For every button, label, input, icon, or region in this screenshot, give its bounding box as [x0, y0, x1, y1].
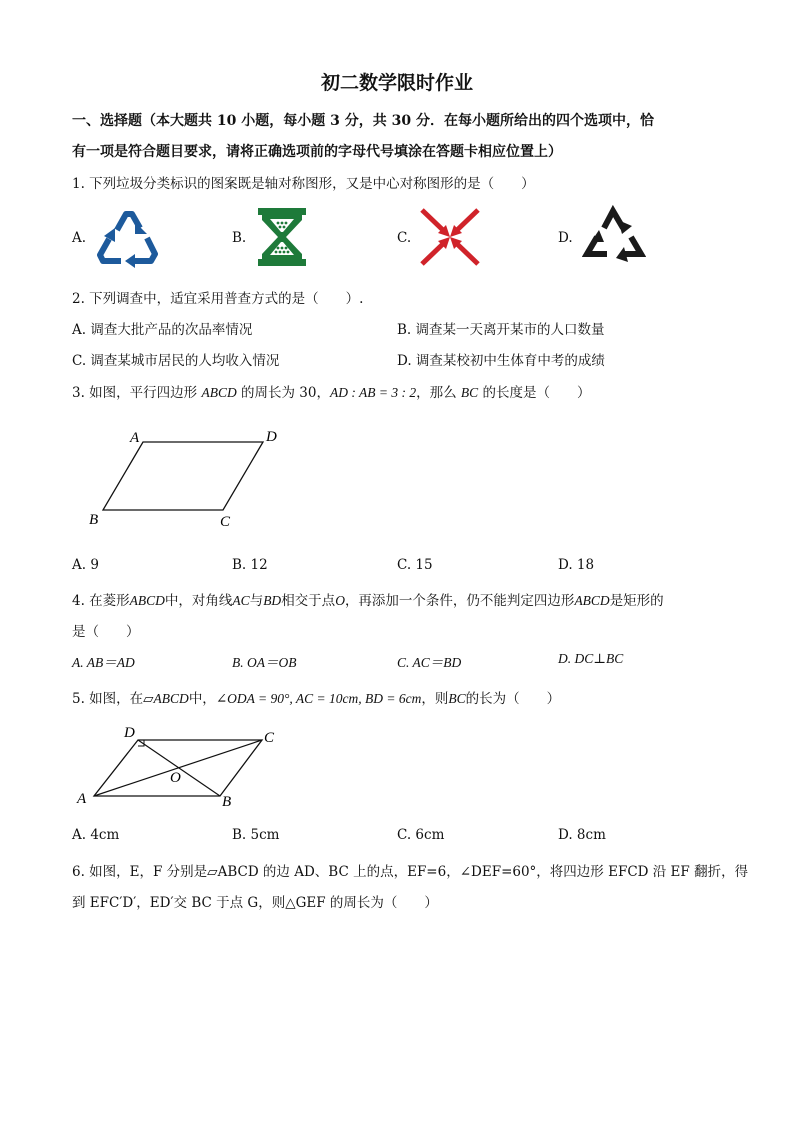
q4-var-2: AC: [232, 593, 250, 608]
q5-option-c: C. 6cm: [397, 827, 445, 843]
q3-stem-text-2: 的周长为 30，: [236, 385, 330, 401]
q4-text-3: 与: [249, 593, 264, 609]
q2-option-c: C. 调查某城市居民的人均收入情况: [72, 353, 280, 369]
q5-text-3: ，则: [421, 691, 449, 707]
q3-option-a: A. 9: [72, 557, 99, 573]
q2-option-a: A. 调查大批产品的次品率情况: [72, 322, 253, 338]
recycle-arrow-left: [100, 239, 121, 261]
q3-stem-var-1: ABCD: [201, 385, 237, 400]
q3-stem-ratio: AD : AB = 3 : 2: [329, 385, 417, 400]
q3-stem-text-3: ，那么: [416, 385, 461, 401]
crossed-arrows-icon: [418, 206, 482, 272]
q5-option-d: D. 8cm: [558, 827, 606, 843]
q4-var-1: ABCD: [129, 593, 165, 608]
q3-option-b: B. 12: [232, 557, 268, 573]
q5-text-4: 的长为（ ）: [465, 691, 561, 707]
q1-option-a-label: A.: [72, 230, 87, 246]
q1-option-d-label: D.: [558, 230, 573, 246]
label-a: A: [130, 430, 140, 446]
q4-text-5: ，再添加一个条件，仍不能判定四边形: [344, 593, 575, 609]
q4-var-5: ABCD: [574, 593, 610, 608]
q3-option-c: C. 15: [397, 557, 433, 573]
label-c: C: [220, 514, 231, 530]
section-heading-line2: 有一项是符合题目要求，请将正确选项前的字母代号填涂在答题卡相应位置上）: [72, 144, 562, 160]
label-o: O: [170, 770, 181, 786]
q5-condition: ∠ODA = 90°, AC = 10cm, BD = 6cm: [215, 691, 422, 706]
label-b: B: [222, 794, 232, 810]
q5-parallelogram-figure: [72, 720, 292, 816]
diagonal-bd: [138, 740, 220, 796]
q3-stem-var-2: BC: [460, 385, 479, 400]
q4-stem-line2: 是（ ）: [72, 624, 140, 640]
q4-text-4: 相交于点: [281, 593, 336, 609]
label-b: B: [89, 512, 99, 528]
q2-option-b: B. 调查某一天离开某市的人口数量: [397, 322, 605, 338]
q4-option-b: B. OA＝OB: [232, 655, 297, 670]
label-d: D: [124, 725, 135, 741]
q6-stem-line2: 到 EFC′D′，ED′交 BC 于点 G，则△GEF 的周长为（ ）: [72, 895, 438, 911]
q4-stem-line1: [72, 589, 664, 609]
q4-option-c: C. AC＝BD: [397, 655, 462, 670]
q3-stem-text-4: 的长度是（ ）: [478, 385, 591, 401]
label-c: C: [264, 730, 275, 746]
q4-var-4: O: [335, 593, 345, 608]
page-title: 初二数学限时作业: [320, 72, 473, 94]
q5-option-b: B. 5cm: [232, 827, 280, 843]
q3-parallelogram-figure: [80, 420, 290, 536]
parallelogram-shape: [103, 442, 263, 510]
q5-var-2: BC: [448, 691, 466, 706]
q6-stem-line1: 6. 如图，E，F 分别是▱ABCD 的边 AD、BC 上的点，EF=6，∠DEF=60°，将四边形 EFCD 沿 EF 翻折，得: [72, 864, 749, 880]
q4-option-a: A. AB＝AD: [72, 655, 135, 670]
recycle-arrow-right: [133, 238, 155, 261]
label-d: D: [266, 429, 277, 445]
recycle-black-icon: [582, 204, 646, 272]
q4-text-6: 是矩形的: [609, 593, 664, 609]
q4-text-2: 中，对角线: [164, 593, 233, 609]
q3-stem: [72, 381, 590, 401]
q4-text-1: 4. 在菱形: [72, 593, 130, 609]
recycle-arrowhead-2: [125, 254, 135, 268]
q3-stem-text-1: 3. 如图，平行四边形: [72, 385, 202, 401]
q2-option-d: D. 调查某校初中生体育中考的成绩: [397, 353, 605, 369]
q5-text-2: 中，: [188, 691, 216, 707]
section-heading-line1: 一、选择题（本大题共 10 小题，每小题 3 分，共 30 分．在每小题所给出的四个选项中，恰: [72, 113, 654, 129]
q5-option-a: A. 4cm: [72, 827, 120, 843]
q4-option-d: D. DC⊥BC: [558, 651, 624, 666]
q1-option-b-label: B.: [232, 230, 247, 246]
hourglass-icon: [256, 206, 308, 272]
q5-var-1: ▱ABCD: [143, 691, 189, 706]
label-a: A: [77, 791, 87, 807]
q1-option-c-label: C.: [397, 230, 412, 246]
recycle-triangle-icon: [95, 206, 161, 272]
q5-text-1: 5. 如图，在: [72, 691, 144, 707]
q5-stem: [72, 687, 560, 707]
q3-option-d: D. 18: [558, 557, 595, 573]
q1-stem: 1. 下列垃圾分类标识的图案既是轴对称图形，又是中心对称图形的是（ ）: [72, 176, 535, 192]
q4-var-3: BD: [263, 593, 282, 608]
q2-stem: 2. 下列调查中，适宜采用普查方式的是（ ）.: [72, 291, 364, 307]
